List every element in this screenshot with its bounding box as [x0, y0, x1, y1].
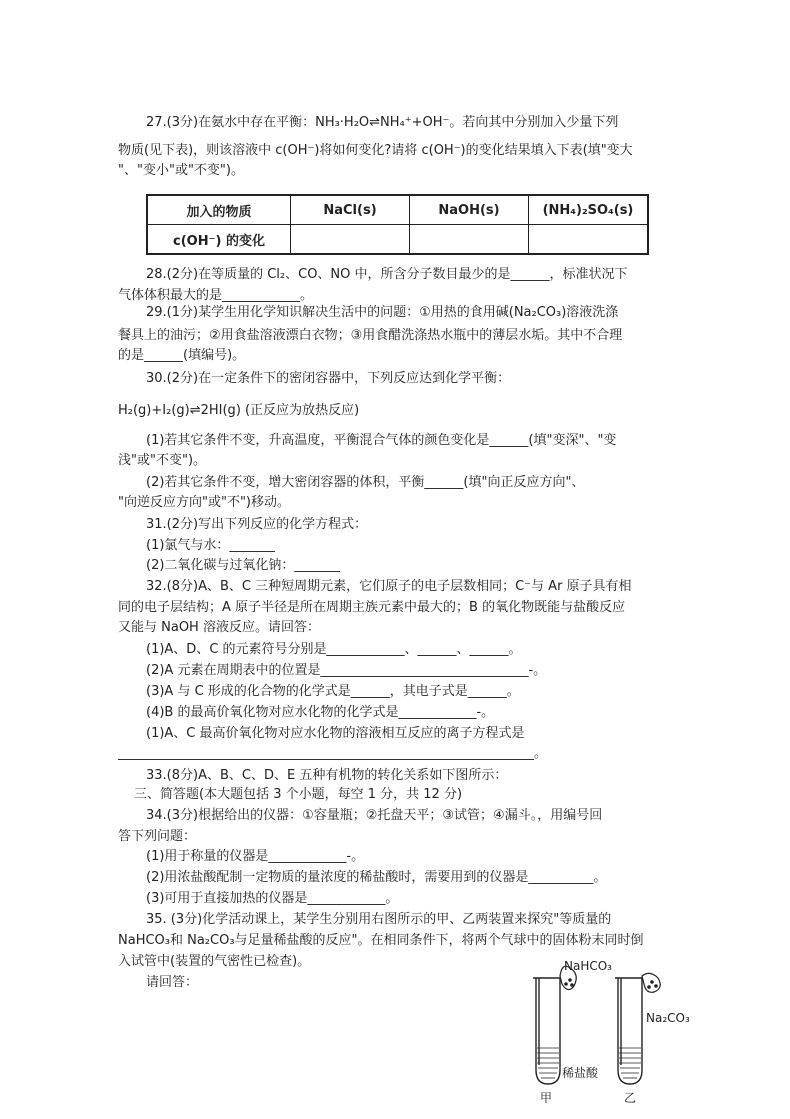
- q34-line1: 34.(3分)根据给出的仪器：①容量瓶；②托盘天平；③试管；④漏斗。，用编号回: [146, 808, 603, 823]
- q29-line2: 餐具上的油污；②用食盐溶液漂白衣物；③用食醋洗涤热水瓶中的薄层水垢。其中不合理: [118, 328, 623, 343]
- q29-line1: 29.(1分)某学生用化学知识解决生活中的问题：①用热的食用碱(Na₂CO₃)溶液洗涤: [146, 305, 619, 320]
- q32-part5b: ________________________________________________________________。: [118, 746, 547, 761]
- q27-line2: 物质(见下表)，则该溶液中 c(OH⁻)将如何变化?请将 c(OH⁻)的变化结果填入下表(填"变大: [118, 143, 633, 158]
- q32-part5a: (1)A、C 最高价氧化物对应水化物的溶液相互反应的离子方程式是: [146, 726, 525, 741]
- q33-line1: 33.(8分)A、B、C、D、E 五种有机物的转化关系如下图所示：: [146, 768, 508, 783]
- q32-part3: (3)A 与 C 形成的化合物的化学式是______，其电子式是______。: [146, 684, 520, 699]
- q32-part4: (4)B 的最高价氧化物对应水化物的化学式是____________-。: [146, 705, 495, 720]
- label-jia: 甲: [540, 1091, 553, 1105]
- q28-line2: 气体体积最大的是____________。: [118, 288, 314, 303]
- q30-part1a: (1)若其它条件不变，升高温度，平衡混合气体的颜色变化是______(填"变深"、"变: [146, 433, 617, 448]
- q35-line3: 入试管中(装置的气密性已检查)。: [118, 954, 311, 969]
- apparatus-figure: [510, 960, 710, 1110]
- q31-line1: 31.(2分)写出下列反应的化学方程式：: [146, 517, 368, 532]
- q32-line2: 同的电子层结构；A 原子半径是所在周期主族元素中最大的；B 的氧化物既能与盐酸反应: [118, 600, 626, 615]
- q34-part1: (1)用于称量的仪器是____________-。: [146, 849, 365, 864]
- q27-line1: 27.(3分)在氨水中存在平衡：NH₃·H₂O⇌NH₄⁺+OH⁻。若向其中分别加入少量下列: [146, 115, 619, 130]
- q27-table: [146, 194, 649, 255]
- q30-part2b: "向逆反应方向"或"不")移动。: [118, 495, 290, 510]
- q30-line1: 30.(2分)在一定条件下的密闭容器中，下列反应达到化学平衡：: [146, 371, 511, 386]
- q31-part2: (2)二氧化碳与过氧化钠：_______: [146, 558, 340, 573]
- label-dilute-hcl: 稀盐酸: [562, 1066, 599, 1080]
- q34-part3: (3)可用于直接加热的仪器是____________。: [146, 891, 399, 906]
- q28-line1: 28.(2分)在等质量的 Cl₂、CO、NO 中，所含分子数目最少的是______，标准状况下: [146, 267, 628, 282]
- q30-equation: H₂(g)+I₂(g)⇌2HI(g) (正反应为放热反应): [118, 403, 360, 418]
- table-cell: 加入的物质: [147, 195, 291, 225]
- table-cell-answer[interactable]: [291, 225, 410, 255]
- label-yi: 乙: [624, 1091, 637, 1105]
- q32-line3: 又能与 NaOH 溶液反应。请回答：: [118, 620, 320, 635]
- table-row: [147, 195, 648, 225]
- table-cell: c(OH⁻) 的变化: [147, 225, 291, 255]
- q35-prompt: 请回答：: [146, 975, 199, 990]
- q34-line2: 答下列问题：: [118, 829, 197, 844]
- q30-part1b: 浅"或"不变")。: [118, 453, 207, 468]
- q29-line3: 的是______(填编号)。: [118, 348, 246, 363]
- section-heading: 三、简答题(本大题包括 3 个小题，每空 1 分，共 12 分): [134, 787, 463, 802]
- q32-line1: 32.(8分)A、B、C 三种短周期元素，它们原子的电子层数相同；C⁻与 Ar 原子具有相: [146, 579, 632, 594]
- q32-part2: (2)A 元素在周期表中的位置是________________________________-。: [146, 663, 547, 678]
- acid-level-jia: [537, 1048, 559, 1078]
- label-na2co3: Na₂CO₃: [646, 1011, 690, 1025]
- q35-line1: 35. (3分)化学活动课上，某学生分别用右图所示的甲、乙两装置来探究"等质量的: [146, 912, 612, 927]
- q34-part2: (2)用浓盐酸配制一定物质的量浓度的稀盐酸时，需要用到的仪器是__________。: [146, 870, 607, 885]
- table-row: [147, 225, 648, 255]
- table-cell: (NH₄)₂SO₄(s): [529, 195, 649, 225]
- acid-level-yi: [619, 1048, 641, 1078]
- table-cell-answer[interactable]: [529, 225, 649, 255]
- q31-part1: (1)氯气与水：_______: [146, 538, 275, 553]
- balloon-yi: [642, 973, 660, 992]
- q35-line2: NaHCO₃和 Na₂CO₃与足量稀盐酸的反应"。在相同条件下，将两个气球中的固体粉末同时倒: [118, 933, 644, 948]
- q30-part2a: (2)若其它条件不变，增大密闭容器的体积，平衡______(填"向正反应方向"、: [146, 475, 585, 490]
- q27-line3: "、"变小"或"不变")。: [118, 163, 244, 178]
- table-cell: NaOH(s): [410, 195, 529, 225]
- q32-part1: (1)A、D、C 的元素符号分别是____________、______、______。: [146, 642, 522, 657]
- label-nahco3: NaHCO₃: [564, 960, 612, 973]
- table-cell-answer[interactable]: [410, 225, 529, 255]
- table-cell: NaCl(s): [291, 195, 410, 225]
